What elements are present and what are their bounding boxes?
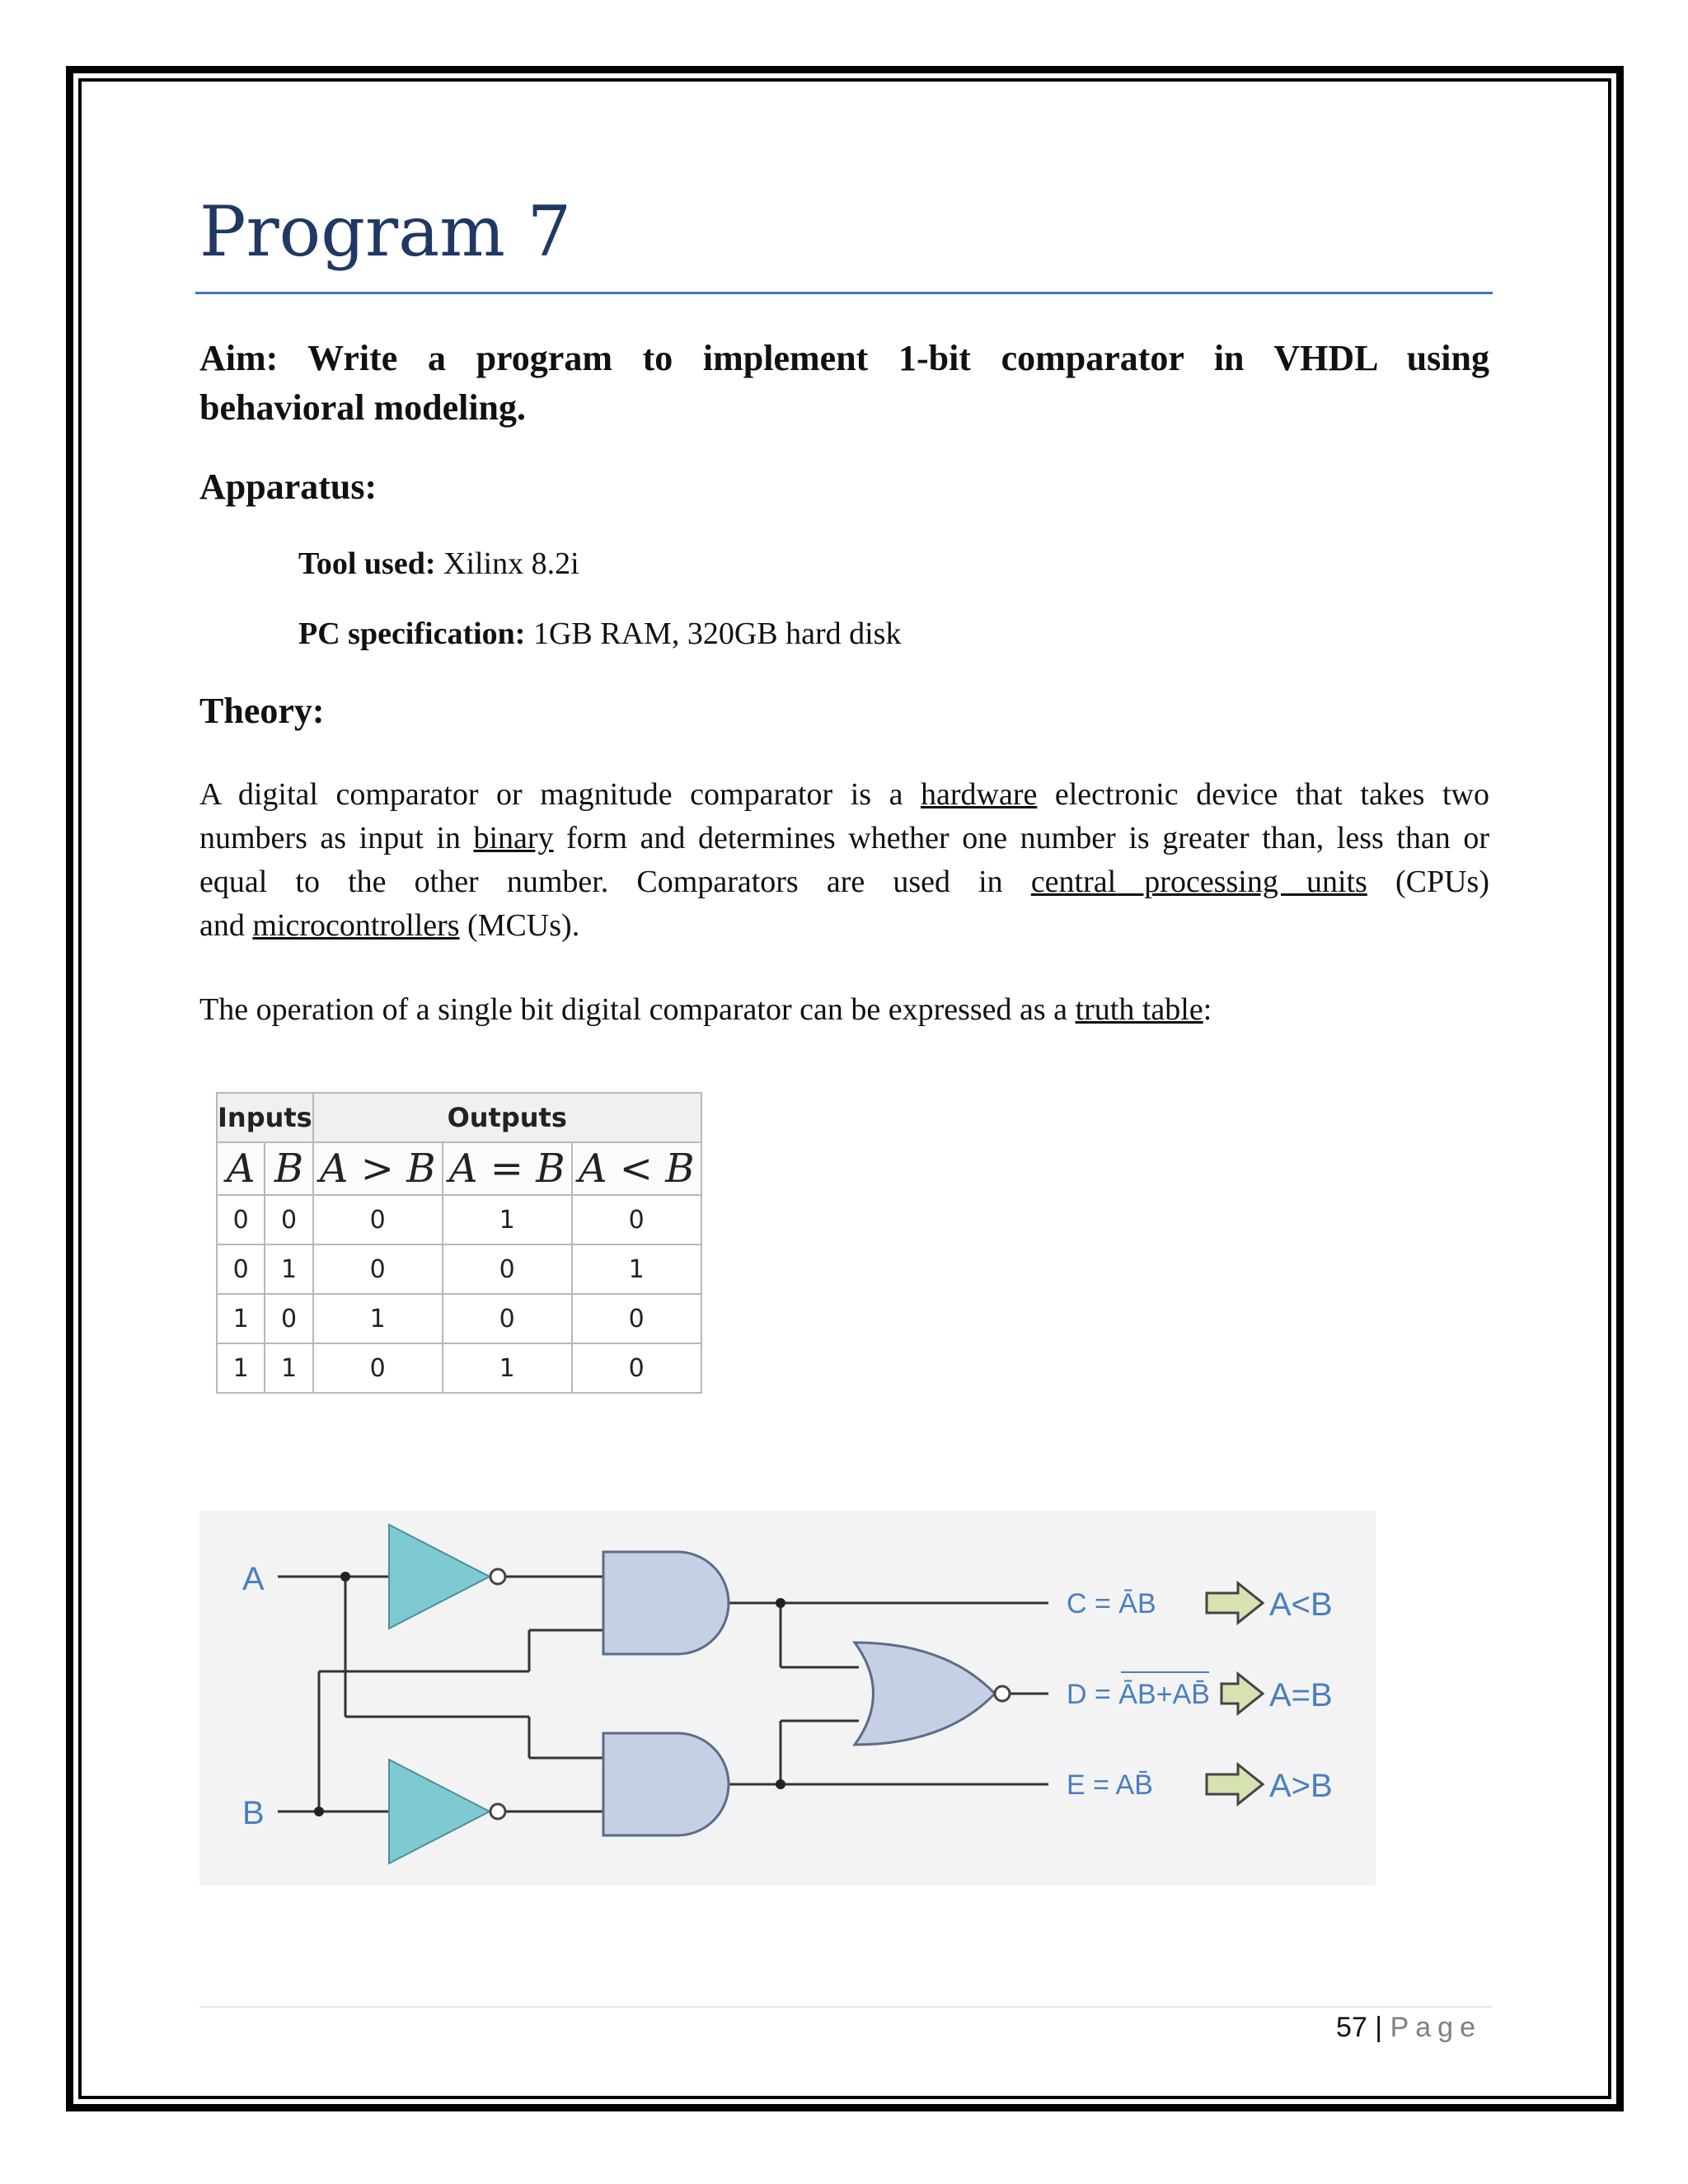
tool-used-value: Xilinx 8.2i <box>435 546 579 581</box>
link-hardware[interactable]: hardware <box>920 777 1038 812</box>
truth-table-intro <box>199 991 1212 1028</box>
table-cell: 0 <box>217 1195 265 1244</box>
table-cell: 1 <box>572 1244 701 1294</box>
footer-separator: | <box>1367 2012 1390 2043</box>
junction-dot <box>776 1598 785 1608</box>
theory-line-2 <box>199 817 1489 860</box>
and-gate-bottom <box>603 1733 729 1835</box>
junction-dot <box>314 1807 324 1816</box>
table-row <box>217 1294 701 1343</box>
text-run: and <box>199 908 253 943</box>
link-binary[interactable]: binary <box>473 821 554 855</box>
junction-dot <box>776 1779 785 1789</box>
table-cell: 0 <box>217 1244 265 1294</box>
col-b: B <box>265 1142 312 1195</box>
table-cell: 0 <box>443 1294 572 1343</box>
tool-used-label: Tool used: <box>298 546 436 581</box>
text-run: equal to the other number. Comparators are used in <box>199 865 1031 899</box>
arrow-right-icon <box>1221 1674 1263 1713</box>
inversion-bubble <box>490 1804 505 1819</box>
col-a-lt-b: A < B <box>572 1142 701 1195</box>
table-cell: 1 <box>443 1195 572 1244</box>
table-cell: 0 <box>313 1195 443 1244</box>
equation-c: C = ĀB <box>1067 1588 1156 1619</box>
truth-table <box>216 1092 702 1394</box>
text-run: : <box>1203 992 1212 1027</box>
theory-heading: Theory: <box>199 691 325 731</box>
table-cell: 0 <box>265 1294 312 1343</box>
aim-statement <box>199 334 1489 433</box>
text-run: numbers as input in <box>199 821 474 855</box>
table-cell: 0 <box>572 1343 701 1393</box>
table-row <box>217 1343 701 1393</box>
text-run: (MCUs). <box>459 908 580 943</box>
truth-table-group-header <box>217 1093 701 1142</box>
inverter-a <box>389 1525 505 1629</box>
arrow-right-icon <box>1207 1583 1263 1623</box>
table-cell: 0 <box>443 1244 572 1294</box>
equation-d: D = ĀB+AB̄ <box>1067 1679 1210 1710</box>
title-underline <box>195 292 1493 294</box>
table-cell: 0 <box>313 1343 443 1393</box>
nor-gate <box>855 1643 995 1745</box>
output-eq-label: A=B <box>1269 1677 1333 1713</box>
group-inputs: Inputs <box>217 1093 313 1142</box>
pc-spec-value: 1GB RAM, 320GB hard disk <box>525 616 902 651</box>
table-cell: 0 <box>265 1195 312 1244</box>
col-a-gt-b: A > B <box>313 1142 443 1195</box>
theory-line-3 <box>199 860 1489 904</box>
circuit-diagram <box>199 1511 1376 1886</box>
page-footer <box>1336 2012 1482 2044</box>
apparatus-heading: Apparatus: <box>199 466 377 507</box>
theory-line-4 <box>199 904 1489 948</box>
link-microcontrollers[interactable]: microcontrollers <box>252 908 460 943</box>
table-cell: 0 <box>313 1244 443 1294</box>
table-cell: 1 <box>265 1343 312 1393</box>
link-cpu[interactable]: central processing units <box>1030 865 1367 899</box>
text-run: The operation of a single bit digital comparator can be expressed as a <box>199 992 1076 1027</box>
output-lt-label: A<B <box>1269 1586 1333 1623</box>
comparator-circuit <box>199 1511 1376 1886</box>
buffer-triangle <box>389 1525 490 1629</box>
text-run: (CPUs) <box>1367 865 1489 899</box>
table-cell: 0 <box>572 1294 701 1343</box>
footer-rule <box>199 2006 1492 2008</box>
table-row <box>217 1195 701 1244</box>
text-run: form and determines whether one number is greater than, less than or <box>553 821 1489 855</box>
table-cell: 1 <box>265 1244 312 1294</box>
text-run: electronic device that takes two <box>1037 777 1489 812</box>
text-run: A digital comparator or magnitude comparator is a <box>199 777 921 812</box>
table-cell: 1 <box>217 1343 265 1393</box>
aim-line-1: Aim: Write a program to implement 1-bit comparator in VHDL using <box>199 338 1489 378</box>
tool-used-line <box>298 546 579 582</box>
aim-line-2: behavioral modeling. <box>199 387 527 428</box>
input-a-label: A <box>242 1561 265 1597</box>
pc-spec-line <box>298 616 901 652</box>
link-truth-table[interactable]: truth table <box>1075 992 1203 1027</box>
page-title: Program 7 <box>199 191 572 272</box>
col-a: A <box>217 1142 265 1195</box>
buffer-triangle <box>389 1760 490 1863</box>
pc-spec-label: PC specification: <box>298 616 526 651</box>
group-outputs: Outputs <box>313 1093 701 1142</box>
output-gt-label: A>B <box>1269 1768 1333 1804</box>
table-cell: 1 <box>217 1294 265 1343</box>
equation-e: E = AB̄ <box>1067 1769 1153 1801</box>
col-a-eq-b: A = B <box>443 1142 572 1195</box>
truth-table-column-header <box>217 1142 701 1195</box>
table-cell: 1 <box>443 1343 572 1393</box>
page-number: 57 <box>1336 2012 1367 2043</box>
table-row <box>217 1244 701 1294</box>
input-b-label: B <box>242 1795 265 1831</box>
junction-dot <box>340 1572 350 1582</box>
inverter-b <box>389 1760 505 1863</box>
page-label: Page <box>1390 2012 1482 2043</box>
arrow-right-icon <box>1207 1765 1263 1804</box>
and-gate-top <box>603 1552 729 1654</box>
table-cell: 0 <box>572 1195 701 1244</box>
nor-bubble <box>995 1686 1010 1701</box>
inversion-bubble <box>490 1569 505 1584</box>
table-cell: 1 <box>313 1294 443 1343</box>
theory-line-1 <box>199 773 1489 817</box>
theory-paragraph <box>199 773 1489 948</box>
